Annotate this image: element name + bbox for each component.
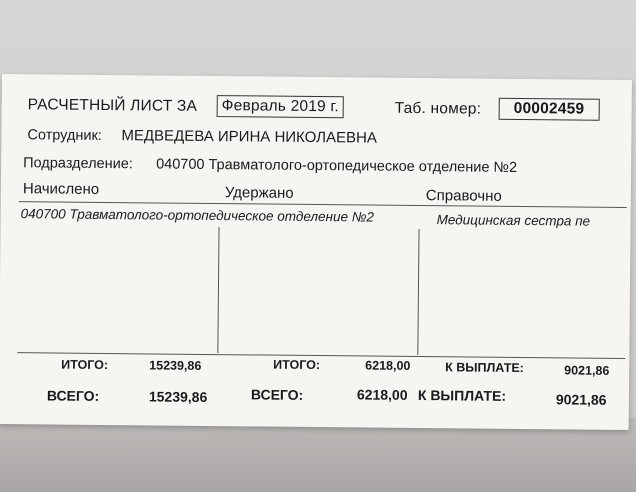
pay-itogo-label: К ВЫПЛАТЕ: <box>445 360 524 376</box>
withheld-list <box>221 229 416 355</box>
list-item <box>422 293 622 295</box>
pay-itogo-value: 9021,86 <box>564 363 610 378</box>
accrued-itogo-label: ИТОГО: <box>61 357 109 373</box>
list-item <box>18 311 214 313</box>
list-item <box>422 333 622 335</box>
employee-label: Сотрудник: <box>27 127 102 144</box>
reference-header: Справочно <box>425 187 502 205</box>
column-separator <box>417 229 419 355</box>
tab-number-box: 00002459 <box>499 98 600 121</box>
employee-name: МЕДВЕДЕВА ИРИНА НИКОЛАЕВНА <box>121 127 377 147</box>
tab-number-label: Таб. номер: <box>394 99 482 118</box>
department-value: 040700 Травматолого-ортопедическое отделение №2 <box>156 156 518 176</box>
accrued-vsego-value: 15239,86 <box>148 388 208 405</box>
list-item <box>18 290 214 292</box>
payslip-paper <box>0 74 632 430</box>
list-item <box>223 229 417 231</box>
period-box: Февраль 2019 г. <box>217 95 344 118</box>
list-item <box>422 233 622 235</box>
withheld-itogo-value: 6218,00 <box>365 358 411 373</box>
list-item <box>19 227 215 229</box>
list-item <box>222 250 416 252</box>
list-item <box>422 253 622 255</box>
accrued-itogo-value: 15239,86 <box>149 358 202 373</box>
accrued-header: Начислено <box>22 180 100 198</box>
pay-vsego-value: 9021,86 <box>555 391 607 408</box>
withheld-vsego-label: ВСЕГО: <box>250 386 304 403</box>
pay-vsego-label: К ВЫПЛАТЕ: <box>417 387 507 404</box>
accrued-list <box>17 227 214 353</box>
withheld-vsego-value: 6218,00 <box>356 386 408 403</box>
withheld-itogo-label: ИТОГО: <box>273 357 321 373</box>
withheld-header: Удержано <box>224 184 294 202</box>
section-position: Медицинская сестра пе <box>436 212 591 229</box>
reference-list <box>421 233 622 359</box>
list-item <box>422 273 622 275</box>
accrued-vsego-label: ВСЕГО: <box>46 387 100 404</box>
payslip-title: РАСЧЕТНЫЙ ЛИСТ ЗА <box>27 96 198 115</box>
list-item <box>422 313 622 315</box>
list-item <box>18 248 214 250</box>
column-separator <box>217 227 219 353</box>
section-department: 040700 Травматолого-ортопедическое отделение №2 <box>20 206 374 225</box>
department-label: Подразделение: <box>23 155 133 173</box>
list-item <box>18 269 214 271</box>
